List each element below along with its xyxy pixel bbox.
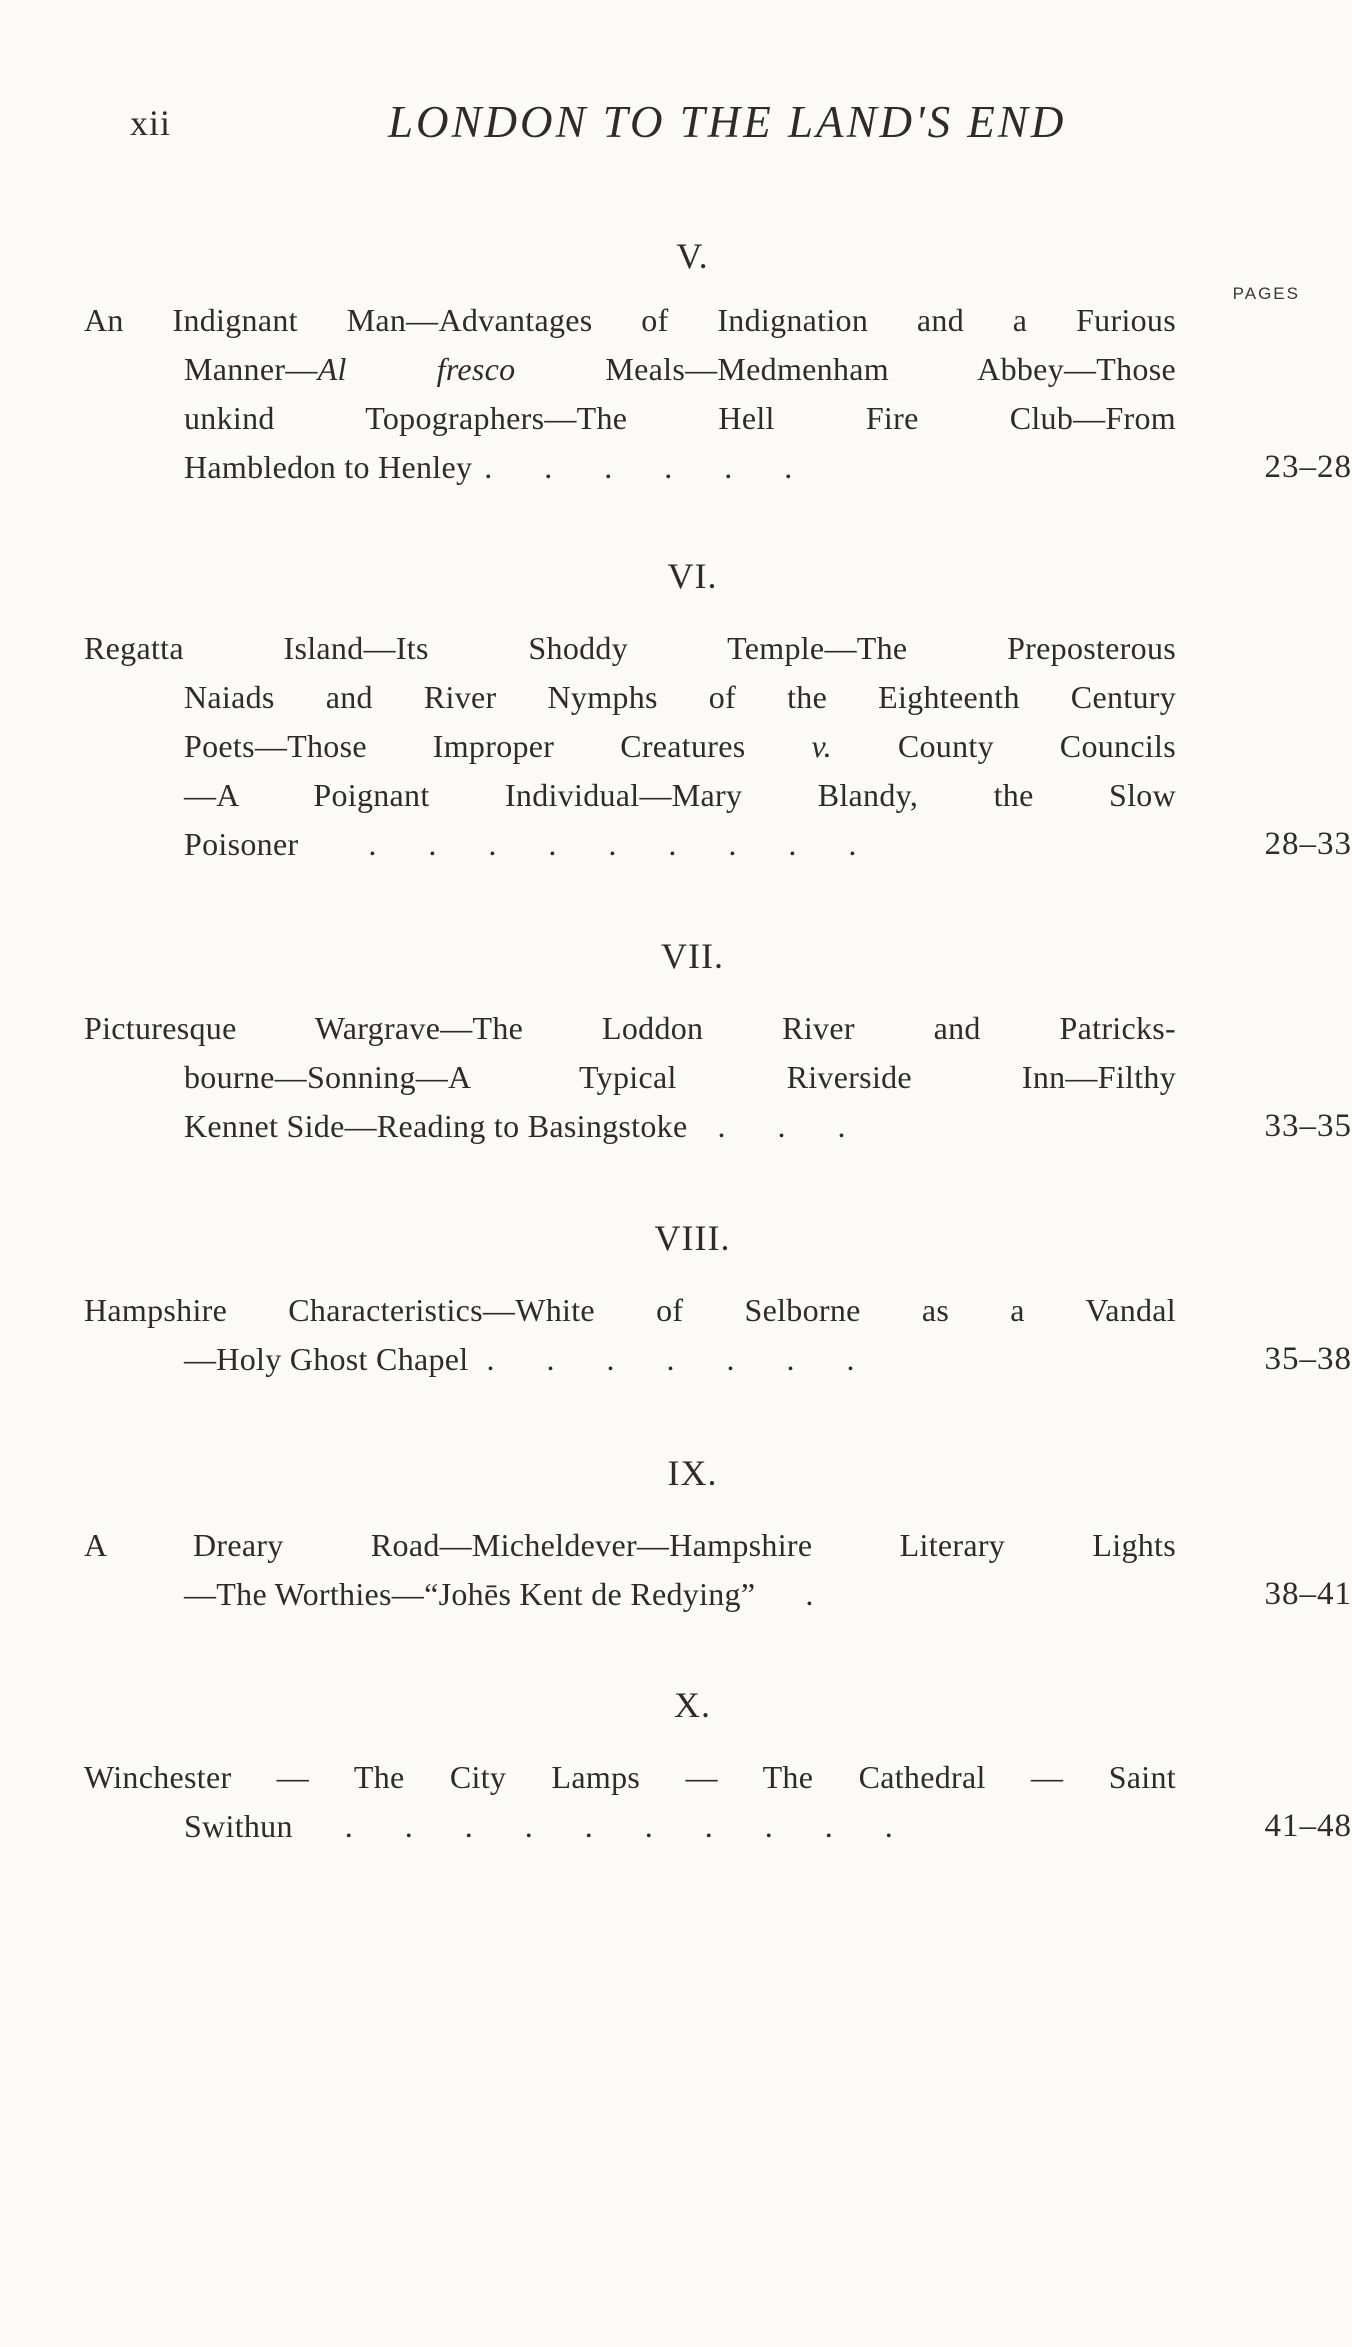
- chapter-summary: [84, 1004, 1352, 1151]
- summary-line: Regatta Island—Its Shoddy Temple—The Preposterous: [84, 630, 1176, 666]
- summary-line: Picturesque Wargrave—The Loddon River and Patricks-: [84, 1010, 1176, 1046]
- page-range: 23–28: [1264, 449, 1352, 485]
- summary-line: A Dreary Road—Micheldever—Hampshire Literary Lights: [84, 1527, 1176, 1563]
- dot-leaders: . . .: [717, 1108, 868, 1144]
- page-range: 28–33: [1264, 826, 1352, 862]
- italic-phrase: Al fresco: [317, 351, 516, 387]
- chapter-x: [84, 1681, 1352, 1844]
- chapter-summary: [84, 1753, 1352, 1851]
- summary-line: Hampshire Characteristics—White of Selborne as a Vandal: [84, 1292, 1176, 1328]
- running-title: LONDON TO THE LAND'S END: [388, 97, 1067, 147]
- page-number: xii: [130, 103, 172, 143]
- italic-abbrev: v.: [811, 728, 832, 764]
- summary-last-line: Swithun . . . . . . . . . . 41–48: [84, 1802, 1352, 1851]
- dot-leaders: . . . . . . .: [486, 1341, 877, 1377]
- chapter-numeral: IX.: [667, 1453, 718, 1493]
- summary-last-line: —The Worthies—“Johēs Kent de Redying” . 38–41: [84, 1570, 1352, 1619]
- chapter-numeral: V.: [676, 236, 709, 276]
- page-range: 33–35: [1264, 1108, 1352, 1144]
- chapter-ix: [84, 1449, 1352, 1612]
- table-of-contents: [84, 232, 1352, 1844]
- summary-last-line: Poisoner . . . . . . . . . 28–33: [84, 820, 1352, 869]
- summary-line: unkind Topographers—The Hell Fire Club—From: [184, 400, 1176, 436]
- dot-leaders: . . . . . . . . .: [368, 826, 879, 862]
- chapter-numeral: X.: [674, 1685, 711, 1725]
- chapter-summary: [84, 1521, 1352, 1619]
- chapter-viii: [84, 1214, 1352, 1377]
- summary-line: An Indignant Man—Advantages of Indignation and a Furious: [84, 302, 1176, 338]
- summary-last-line: Hambledon to Henley . . . . . . 23–28: [84, 443, 1352, 492]
- chapter-vi: [84, 552, 1352, 862]
- summary-line: —A Poignant Individual—Mary Blandy, the Slow: [184, 777, 1176, 813]
- summary-line: Naiads and River Nymphs of the Eighteenth Century: [184, 679, 1176, 715]
- summary-line: Winchester — The City Lamps — The Cathedral — Saint: [84, 1759, 1176, 1795]
- summary-last-line: Kennet Side—Reading to Basingstoke . . . 33–35: [84, 1102, 1352, 1151]
- summary-line: bourne—Sonning—A Typical Riverside Inn—Filthy: [184, 1059, 1176, 1095]
- chapter-summary: [84, 1286, 1352, 1384]
- pages-column-label: PAGES: [1232, 284, 1300, 303]
- summary-line: Poets—Those Improper Creatures v. County Councils: [184, 728, 1176, 764]
- chapter-numeral: VII.: [661, 936, 724, 976]
- dot-leaders: . . . . . .: [484, 449, 815, 485]
- chapter-vii: [84, 932, 1352, 1144]
- chapter-numeral: VIII.: [654, 1218, 731, 1258]
- summary-line: Manner—Al fresco Meals—Medmenham Abbey—Those: [184, 351, 1176, 387]
- page-range: 41–48: [1264, 1808, 1352, 1844]
- page-range: 35–38: [1264, 1341, 1352, 1377]
- chapter-numeral: VI.: [667, 556, 718, 596]
- dot-leaders: .: [805, 1576, 836, 1612]
- page-range: 38–41: [1264, 1576, 1352, 1612]
- chapter-v: [84, 232, 1352, 485]
- chapter-summary: [84, 624, 1352, 869]
- page-header: [130, 96, 1130, 156]
- dot-leaders: . . . . . . . . . .: [344, 1808, 915, 1844]
- chapter-summary: [84, 296, 1352, 492]
- summary-last-line: —Holy Ghost Chapel . . . . . . . 35–38: [84, 1335, 1352, 1384]
